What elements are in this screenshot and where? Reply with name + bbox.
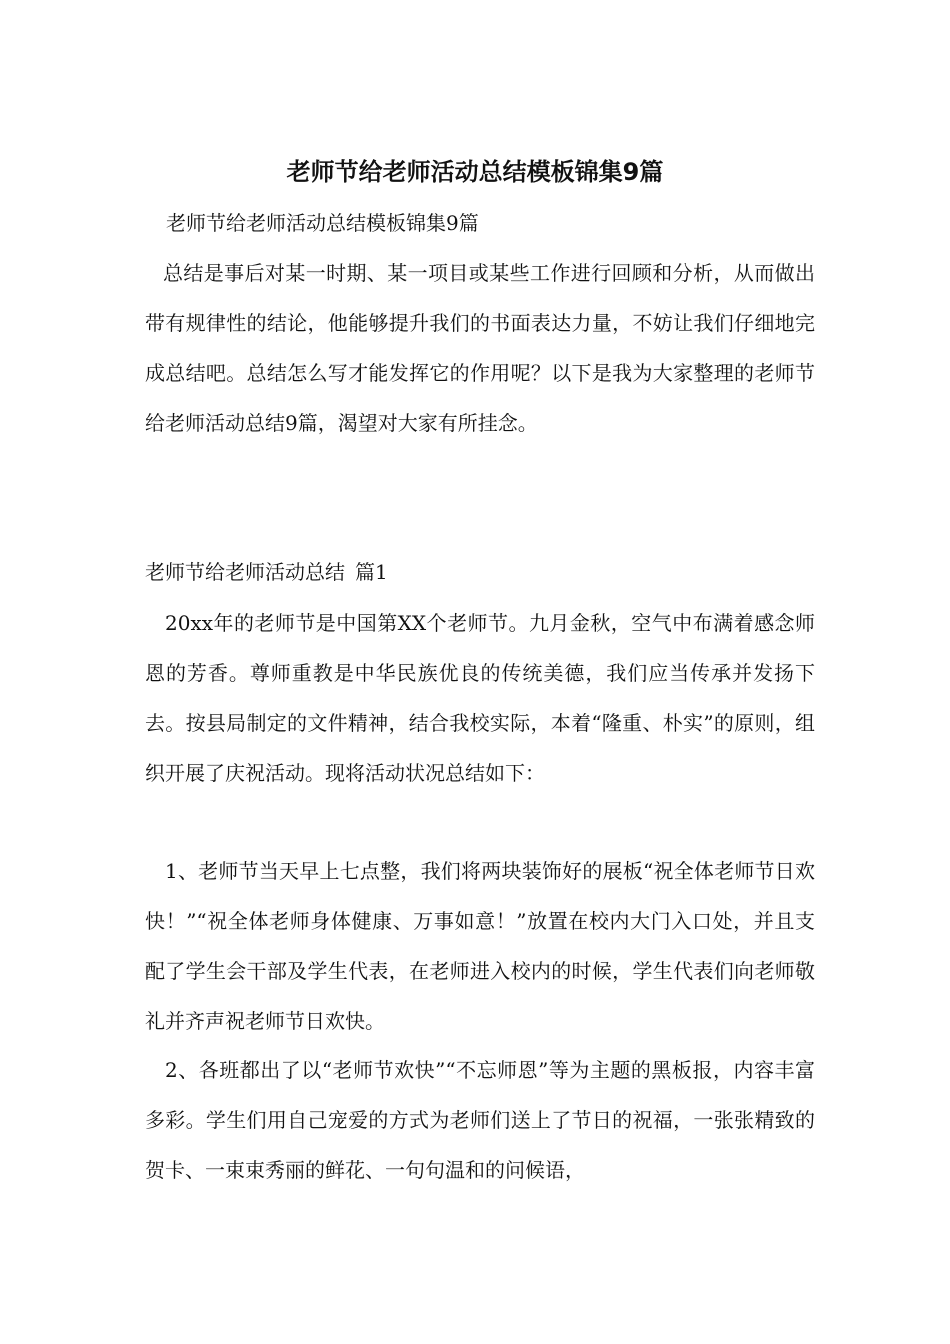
intro-paragraph: 总结是事后对某一时期、某一项目或某些工作进行回顾和分析，从而做出带有规律性的结论，他能够提升我们的书面表达力量，不妨让我们仔细地完成总结吧。总结怎么写才能发挥它的作用呢？以下是我为大家整理的老师节给老师活动总结9篇，渴望对大家有所挂念。: [145, 261, 815, 435]
document-title: 老师节给老师活动总结模板锦集9篇: [286, 158, 664, 186]
document-subtitle: 老师节给老师活动总结模板锦集9篇: [166, 211, 479, 235]
section-body-paragraph: 20xx年的老师节是中国第XX个老师节。九月金秋，空气中布满着感念师恩的芳香。尊师重教是中华民族优良的传统美德，我们应当传承并发扬下去。按县局制定的文件精神，结合我校实际，本着“隆重、朴实”的原则，组织开展了庆祝活动。现将活动状况总结如下：: [145, 611, 815, 785]
section-number: 篇1: [355, 560, 388, 584]
list-item-2: 2、各班都出了以“老师节欢快”“不忘师恩”等为主题的黑板报，内容丰富多彩。学生们用自己宠爱的方式为老师们送上了节日的祝福，一张张精致的贺卡、一束束秀丽的鲜花、一句句温和的问候语，: [145, 1058, 815, 1182]
section-heading-text: 老师节给老师活动总结: [145, 560, 345, 584]
list-item-1: 1、老师节当天早上七点整，我们将两块装饰好的展板“祝全体老师节日欢快！”“祝全体老师身体健康、万事如意！”放置在校内大门入口处，并且支配了学生会干部及学生代表，在老师进入校内的时候，学生代表们向老师敬礼并齐声祝老师节日欢快。: [145, 859, 815, 1033]
section-heading: [145, 557, 388, 587]
